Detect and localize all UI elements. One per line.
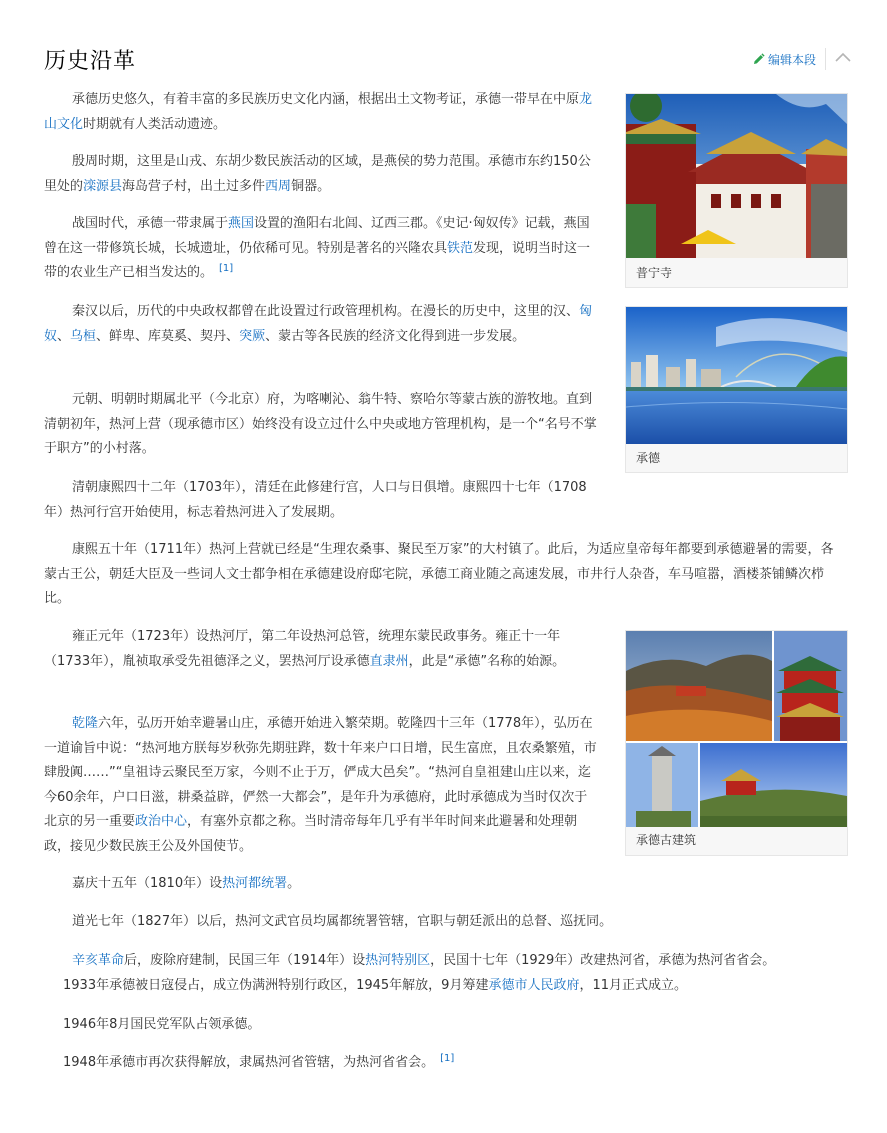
link-tujue[interactable]: 突厥 — [239, 328, 266, 344]
puning-temple-image — [626, 94, 847, 258]
paragraph — [44, 872, 845, 897]
link-western-zhou[interactable]: 西周 — [265, 178, 292, 194]
link-luanyuan-county[interactable]: 滦源县 — [83, 178, 123, 194]
text-run: 、蒙古等各民族的经济文化得到进一步发展。 — [265, 328, 526, 344]
text-run: 秦汉以后，历代的中央政权都曾在此设置过行政管理机构。在漫长的历史中，这里的汉、 — [72, 304, 580, 319]
chengde-city-image — [626, 307, 847, 444]
link-rehe-special-district[interactable]: 热河特别区 — [365, 953, 431, 968]
paragraph — [44, 910, 845, 935]
text-run: 、鲜卑、库莫奚、契丹、 — [96, 328, 240, 344]
toolbar-divider — [825, 48, 826, 70]
figure-caption: 承德 — [636, 451, 661, 465]
chevron-up-icon[interactable] — [834, 51, 852, 65]
paragraph — [63, 1013, 853, 1038]
link-qianlong[interactable]: 乾隆 — [72, 716, 99, 731]
text-run: 战国时代，承德一带隶属于 — [72, 216, 229, 231]
link-longshan-culture[interactable]: 龙山文化 — [44, 92, 593, 132]
figure-chengde-ancient-buildings[interactable] — [625, 630, 848, 856]
reference-link[interactable]: [1] — [440, 1053, 455, 1064]
link-zhili-zhou[interactable]: 直隶州 — [369, 653, 409, 669]
paragraph — [44, 212, 600, 286]
text-run: 清朝康熙四十二年（1703年），清廷在此修建行宫，人口与日俱增。康熙四十七年（1708年）热河行宫开始使用，标志着热河进入了发展期。 — [44, 480, 587, 520]
text-run: 嘉庆十五年（1810年）设 — [72, 876, 223, 891]
paragraph — [44, 300, 600, 349]
paragraph — [63, 974, 853, 999]
text-run: 元朝、明朝时期属北平（今北京）府，为喀喇沁、翁牛特、察哈尔等蒙古族的游牧地。直到清朝初年，热河上营（现承德市区）始终没有设立过什么中央或地方管理机构，是一个“名号不掌于职方”的小村落。 — [44, 392, 597, 456]
text-run: ，有塞外京都之称。当时清帝每年几乎有半年时间来此避暑和处理朝政，接见少数民族王公及外国使节。 — [44, 814, 578, 854]
link-iron-mold[interactable]: 铁范 — [447, 240, 474, 256]
figure-caption: 普宁寺 — [636, 266, 673, 280]
paragraph — [44, 625, 600, 674]
figure-puning-temple[interactable] — [625, 93, 848, 288]
edit-section-label: 编辑本段 — [768, 53, 817, 67]
link-wuhuan[interactable]: 乌桓 — [70, 328, 97, 344]
figure-chengde-city[interactable] — [625, 306, 848, 473]
text-run: 发现，说明当时这一带的农业生产已相当发达的。 — [44, 240, 591, 280]
link-xiongnu[interactable]: 匈奴 — [44, 304, 593, 344]
text-run: 。 — [287, 876, 301, 891]
paragraph — [44, 538, 845, 612]
text-run: ，11月正式成立。 — [579, 978, 688, 993]
section-title: 历史沿革 — [44, 49, 137, 74]
paragraph — [44, 476, 600, 525]
paragraph — [44, 712, 600, 859]
text-run: 铜器。 — [291, 178, 331, 194]
link-xinhai-revolution[interactable]: 辛亥革命 — [72, 953, 125, 968]
text-run: 道光七年（1827年）以后，热河文武官员均属都统署管辖，官职与朝廷派出的总督、巡抚同。 — [72, 914, 613, 929]
text-run: 后，废除府建制，民国三年（1914年）设 — [124, 953, 366, 968]
link-yan-state[interactable]: 燕国 — [228, 216, 255, 231]
link-chengde-peoples-government[interactable]: 承德市人民政府 — [488, 978, 580, 993]
pencil-icon — [752, 53, 765, 66]
text-run: 1933年承德被日寇侵占，成立伪满洲特别行政区，1945年解放，9月筹建 — [63, 978, 489, 993]
text-run: ，民国十七年（1929年）改建热河省，承德为热河省省会。 — [430, 953, 776, 968]
text-run: ，此是“承德”名称的始源。 — [408, 653, 566, 669]
text-run: 康熙五十年（1711年）热河上营就已经是“生理农桑事、聚民至万家”的大村镇了。此后，为适应皇帝每年都要到承德避暑的需要，各蒙古王公，朝廷大臣及一些词人文士都争相在承德建设府邸宅院，承德工商业随之高速发展，市井行人杂沓，车马喧嚣，酒楼茶铺鳞次栉比。 — [44, 542, 834, 606]
link-rehe-dutongshu[interactable]: 热河都统署 — [222, 876, 288, 891]
link-political-center[interactable]: 政治中心 — [135, 814, 188, 829]
text-run: 六年，弘历开始幸避暑山庄，承德开始进入繁荣期。乾隆四十三年（1778年），弘历在一道谕旨中说：“热河地方朕每岁秋弥先期驻跸，数十年来户口日增，民生富庶，且农桑繁殖，市肆殷阗……”“皇祖诗云聚民至万家，今则不止于万，俨成大邑矣”。“热河自皇祖建山庄以来，迄今60余年，户口日滋，耕桑益辟，俨然一大都会”，是年升为承德府，此时承德成为当时仅次于北京的另一重要 — [44, 716, 597, 829]
paragraph — [63, 1051, 853, 1076]
text-run: 1948年承德市再次获得解放，隶属热河省管辖，为热河省省会。 — [63, 1055, 435, 1070]
text-run: 、 — [57, 328, 71, 344]
text-run: 海岛营子村，出土过多件 — [122, 178, 266, 194]
text-run: 雍正元年（1723年）设热河厅，第二年设热河总管，统理东蒙民政事务。雍正十一年（1733年），胤祯取承受先祖德泽之义，罢热河厅设承德 — [44, 629, 561, 669]
chengde-ancient-buildings-collage — [626, 631, 847, 827]
paragraph — [44, 88, 600, 137]
edit-section-button[interactable] — [752, 51, 816, 68]
reference-link[interactable]: [1] — [219, 263, 234, 274]
paragraph — [44, 388, 600, 462]
text-run: 殷周时期，这里是山戎、东胡少数民族活动的区域，是燕侯的势力范围。承德市东约150公里处的 — [44, 154, 591, 194]
text-run: 时期就有人类活动遗迹。 — [83, 116, 227, 132]
text-run: 承德历史悠久，有着丰富的多民族历史文化内涵，根据出土文物考证，承德一带早在中原 — [72, 92, 580, 107]
figure-caption: 承德古建筑 — [636, 833, 697, 847]
paragraph — [44, 150, 600, 199]
paragraph — [44, 949, 854, 974]
text-run: 1946年8月国民党军队占领承德。 — [63, 1017, 261, 1032]
text-run: 设置的渔阳右北闾、辽西三郡。《史记·匈奴传》记载，燕国曾在这一带修筑长城，长城遗址，仍依稀可见。特别是著名的兴隆农具 — [44, 216, 590, 256]
